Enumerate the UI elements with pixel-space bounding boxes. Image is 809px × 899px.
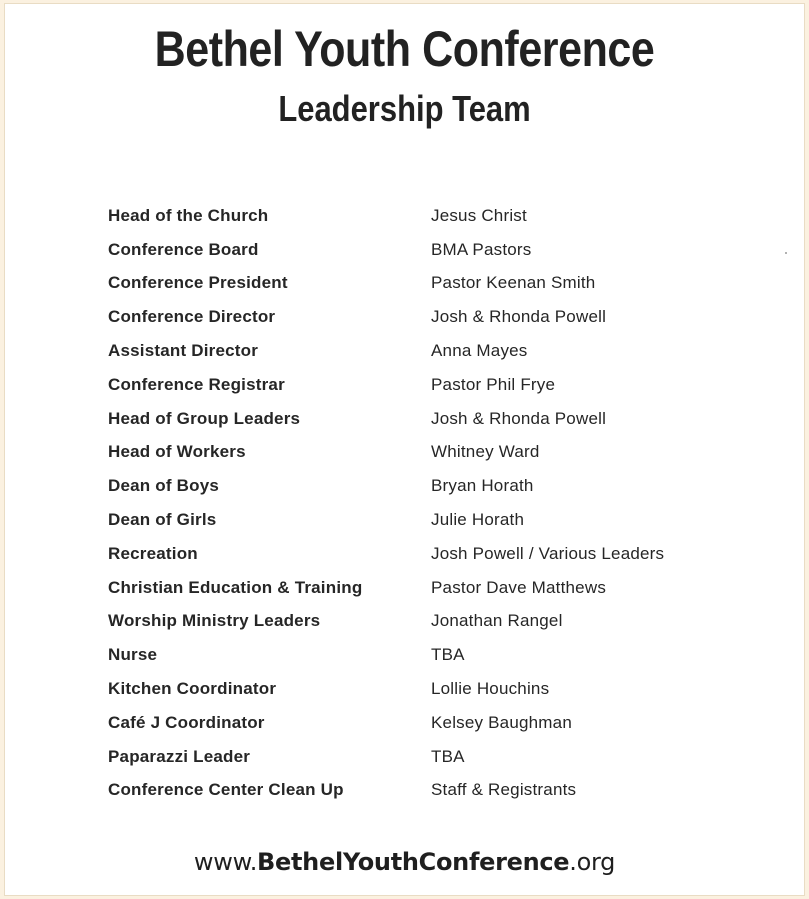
person-name: Anna Mayes [431,341,528,361]
role-label: Kitchen Coordinator [108,679,277,699]
roster-row [108,503,748,537]
roster-row [108,740,748,774]
leadership-roster [108,199,748,807]
role-label: Head of Group Leaders [108,408,301,428]
roster-row [108,537,748,571]
role-label: Café J Coordinator [108,712,265,732]
role-label: Paparazzi Leader [108,746,251,766]
person-name: TBA [431,746,465,766]
role-label: Conference Center Clean Up [108,780,344,800]
person-name: Jonathan Rangel [431,611,563,631]
person-name: Julie Horath [431,510,525,530]
person-name: Jesus Christ [431,205,527,225]
person-name: Staff & Registrants [431,780,577,800]
roster-row [108,233,748,267]
roster-row [108,300,748,334]
person-name: Bryan Horath [431,476,534,496]
page-subtitle: Leadership Team [278,88,531,129]
person-name: BMA Pastors [431,239,532,259]
roster-row [108,334,748,368]
role-label: Conference Registrar [108,374,285,394]
role-label: Head of the Church [108,205,269,225]
roster-row [108,199,748,233]
role-label: Dean of Girls [108,510,217,530]
role-label: Conference President [108,273,288,293]
scan-speck [785,252,787,254]
url-suffix: .org [569,848,616,876]
roster-row [108,774,748,808]
role-label: Head of Workers [108,442,246,462]
person-name: Josh Powell / Various Leaders [431,543,665,563]
person-name: TBA [431,645,465,665]
roster-row [108,638,748,672]
person-name: Pastor Dave Matthews [431,577,607,597]
person-name: Whitney Ward [431,442,540,462]
role-label: Dean of Boys [108,476,220,496]
person-name: Josh & Rhonda Powell [431,408,607,428]
role-label: Worship Ministry Leaders [108,611,321,631]
roster-row [108,267,748,301]
roster-row [108,469,748,503]
role-label: Assistant Director [108,341,259,361]
person-name: Lollie Houchins [431,679,550,699]
person-name: Pastor Phil Frye [431,374,556,394]
person-name: Josh & Rhonda Powell [431,307,607,327]
person-name: Pastor Keenan Smith [431,273,596,293]
roster-row [108,706,748,740]
roster-row [108,571,748,605]
roster-row [108,672,748,706]
page-title: Bethel Youth Conference [154,21,655,77]
url-prefix: www. [193,848,258,876]
roster-row [108,605,748,639]
roster-row [108,368,748,402]
role-label: Conference Director [108,307,276,327]
roster-row [108,436,748,470]
role-label: Conference Board [108,239,259,259]
role-label: Nurse [108,645,158,665]
website-url [0,844,809,880]
url-domain: BethelYouthConference [257,848,570,876]
role-label: Christian Education & Training [108,577,363,597]
role-label: Recreation [108,543,198,563]
roster-row [108,402,748,436]
person-name: Kelsey Baughman [431,712,572,732]
